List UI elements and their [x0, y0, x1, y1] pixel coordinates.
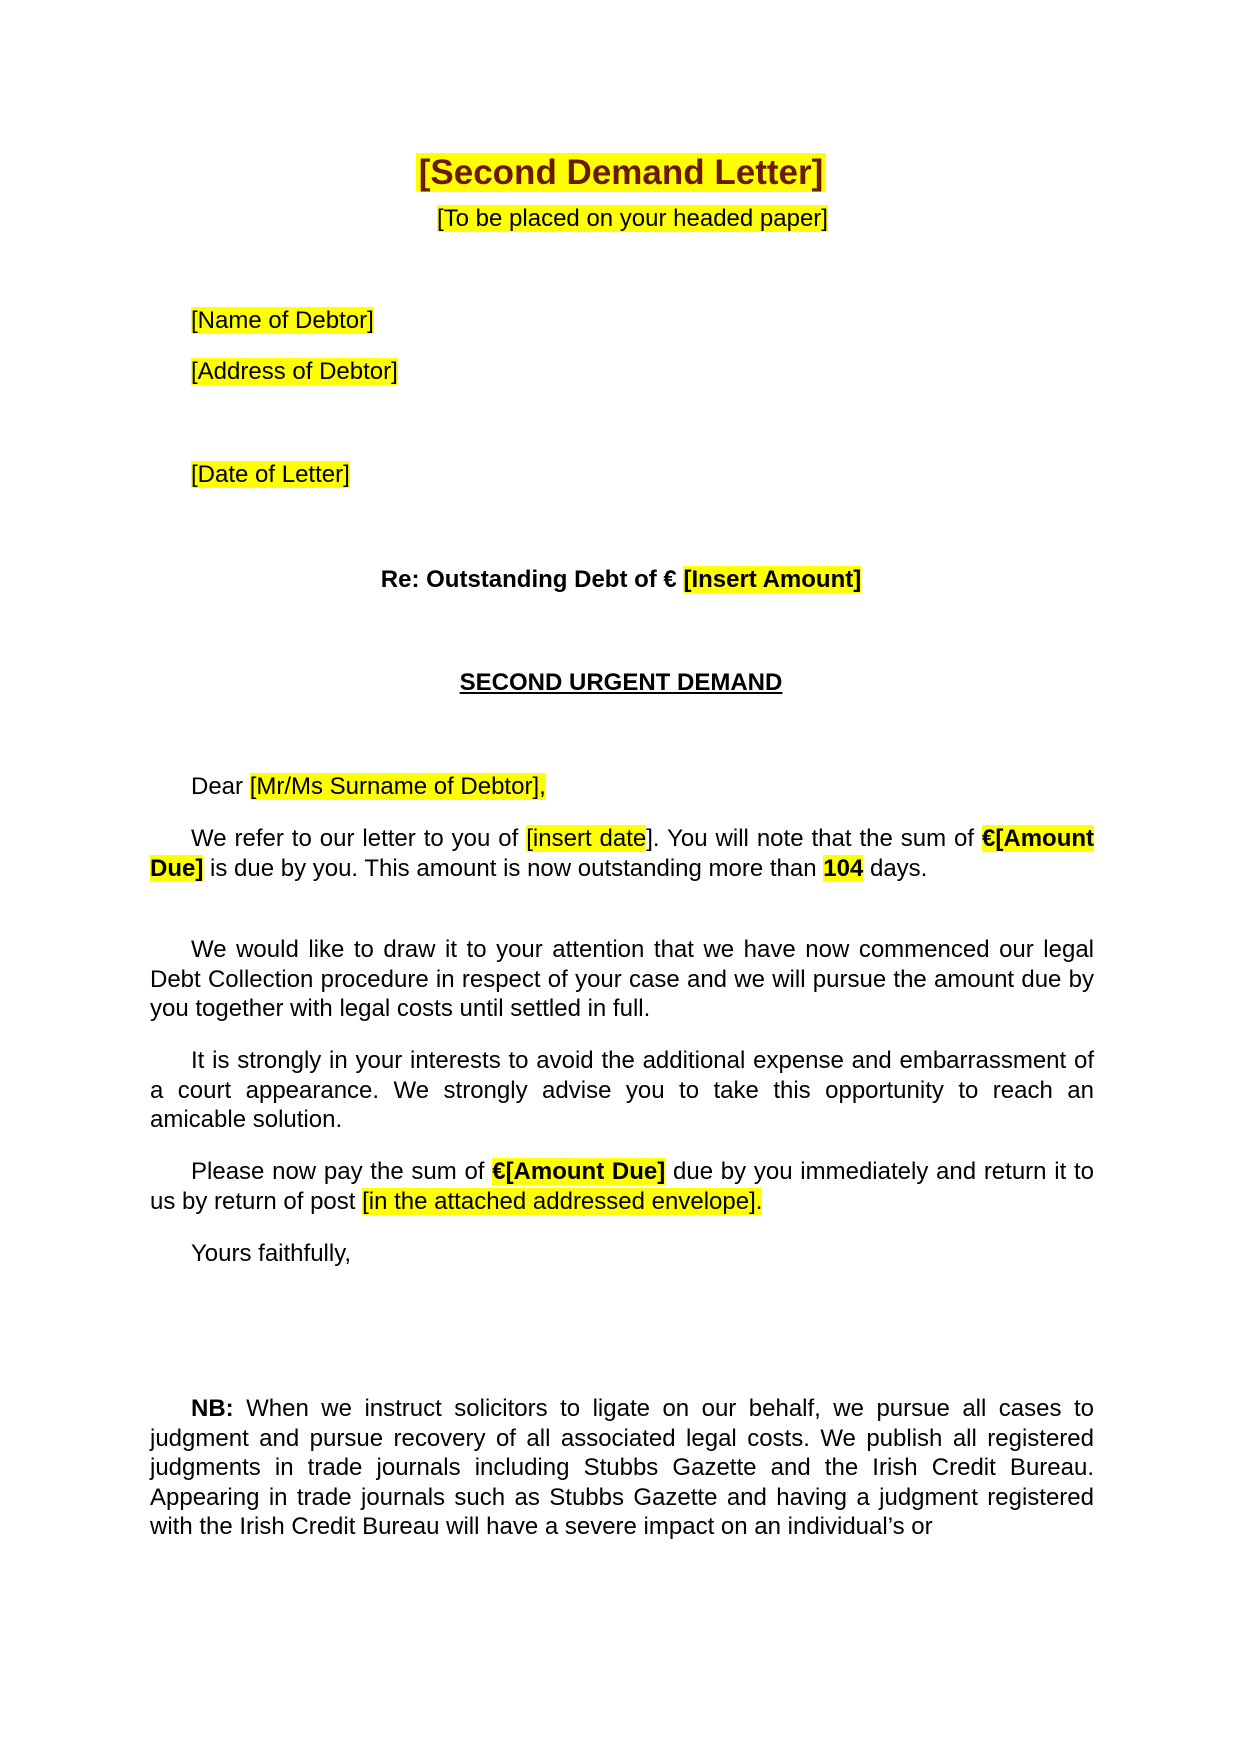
re-amount: [Insert Amount]: [683, 566, 862, 593]
amount-due-2: €[Amount Due]: [492, 1158, 666, 1185]
salutation-name: [Mr/Ms Surname of Debtor],: [249, 773, 546, 800]
insert-date: [insert date: [526, 825, 647, 852]
letter-subtitle: [To be placed on your headed paper]: [437, 205, 828, 232]
paragraph-3: It is strongly in your interests to avoid the additional expense and embarrassment of a court appearance. We strongly advise you to take this opportunity to reach an amicable solution.: [150, 1047, 1094, 1133]
closing: Yours faithfully,: [191, 1240, 352, 1267]
demand-heading: SECOND URGENT DEMAND: [459, 669, 783, 696]
paragraph-4: Please now pay the sum of €[Amount Due] due by you immediately and return it to us by return of post [in the attached addressed envelope].: [150, 1158, 1094, 1215]
letter-date: [Date of Letter]: [191, 461, 350, 488]
letter-title: [Second Demand Letter]: [0, 150, 1242, 196]
paragraph-1: We refer to our letter to you of [insert date]. You will note that the sum of €[Amount Due] is due by you. This amount is now outstanding more than 104 days.: [150, 825, 1094, 882]
salutation: Dear [Mr/Ms Surname of Debtor],: [191, 773, 546, 800]
debtor-name: [Name of Debtor]: [191, 307, 374, 334]
nb-label: NB:: [191, 1395, 234, 1422]
days-outstanding: 104: [823, 854, 864, 882]
paragraph-2: We would like to draw it to your attention that we have now commenced our legal Debt Collection procedure in respect of your case and we will pursue the amount due by you together with legal costs until settled in full.: [150, 936, 1094, 1022]
nb-paragraph: NB: When we instruct solicitors to ligate on our behalf, we pursue all cases to judgment and pursue recovery of all associated legal costs. We publish all registered judgments in trade journals including Stubbs Gazette and the Irish Credit Bureau. Appearing in trade journals such as Stubbs Gazette and having a judgment registered with the Irish Credit Bureau will have a severe impact on an individual’s or: [150, 1395, 1094, 1540]
amount-due: €[Amount Due]: [150, 825, 1094, 882]
subject-line: Re: Outstanding Debt of € [Insert Amount]: [380, 566, 862, 593]
debtor-address: [Address of Debtor]: [191, 358, 398, 385]
envelope-note: [in the attached addressed envelope].: [362, 1187, 763, 1215]
